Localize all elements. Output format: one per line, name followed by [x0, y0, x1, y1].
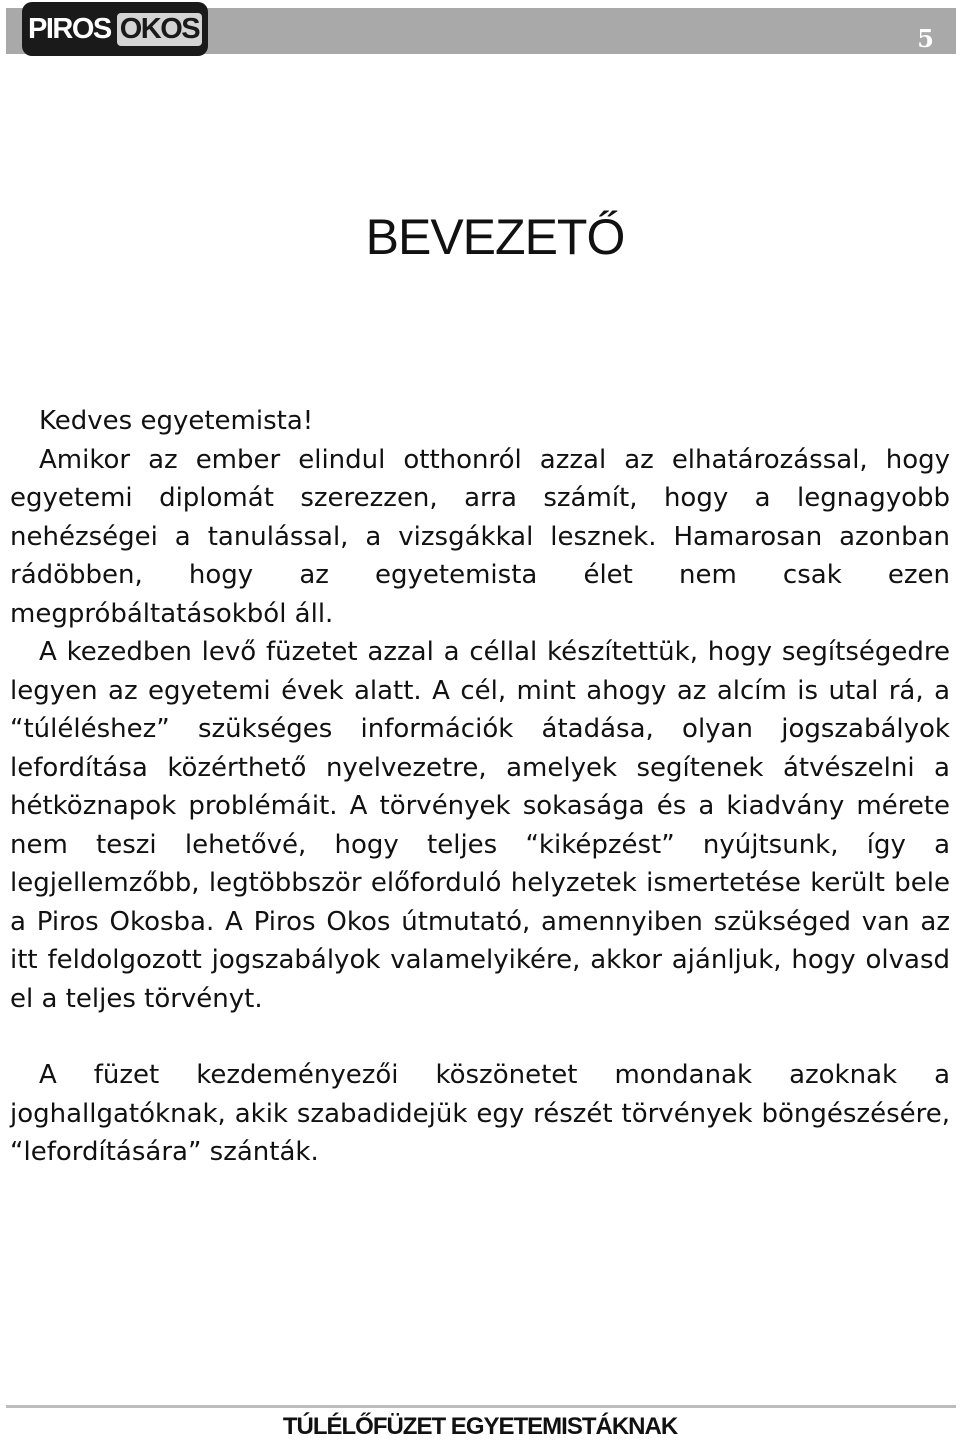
piros-okos-logo	[22, 2, 208, 56]
footer-title: TÚLÉLŐFÜZET EGYETEMISTÁKNAK	[282, 1413, 678, 1440]
intro-paragraph: Amikor az ember elindul otthonról azzal az elhatározással, hogy egyetemi diplomát szerezzen, arra számít, hogy a legnagyobb nehézségei a tanulással, a vizsgákkal lesznek. Hamarosan azonban rádöbben, hogy az egyetemista élet nem csak ezen megpróbáltatásokból áll.	[10, 444, 950, 629]
footer-divider	[6, 1405, 956, 1408]
logo-word-okos: OKOS	[117, 13, 202, 46]
body-text	[10, 402, 950, 1172]
acknowledgement-paragraph: A füzet kezdeményezői köszönetet mondanak azoknak a joghallgatóknak, akik szabadidejük egy részét törvények böngészésére, “lefordítására” szánták.	[10, 1060, 950, 1167]
page-number: 5	[917, 24, 934, 53]
logo-word-piros: PIROS	[28, 12, 111, 45]
page-title: BEVEZETŐ	[365, 209, 625, 265]
purpose-paragraph: A kezedben levő füzetet azzal a céllal készítettük, hogy segítségedre legyen az egyetemi évek alatt. A cél, mint ahogy az alcím is utal rá, a “túléléshez” szükséges információk átadása, olyan jogszabályok lefordítása közérthető nyelvezetre, amelyek segítenek átvészelni a hétköznapok problémáit. A törvények sokasága és a kiadvány mérete nem teszi lehetővé, hogy teljes “kiképzést” nyújtsunk, így a legjellemzőbb, legtöbbször előforduló helyzetek ismertetése került bele a Piros Okosba. A Piros Okos útmutató, amennyiben szükséged van az itt feldolgozott jogszabályok valamelyikére, akkor ajánljuk, hogy olvasd el a teljes törvényt.	[10, 637, 950, 1014]
greeting-paragraph: Kedves egyetemista!	[39, 406, 314, 436]
